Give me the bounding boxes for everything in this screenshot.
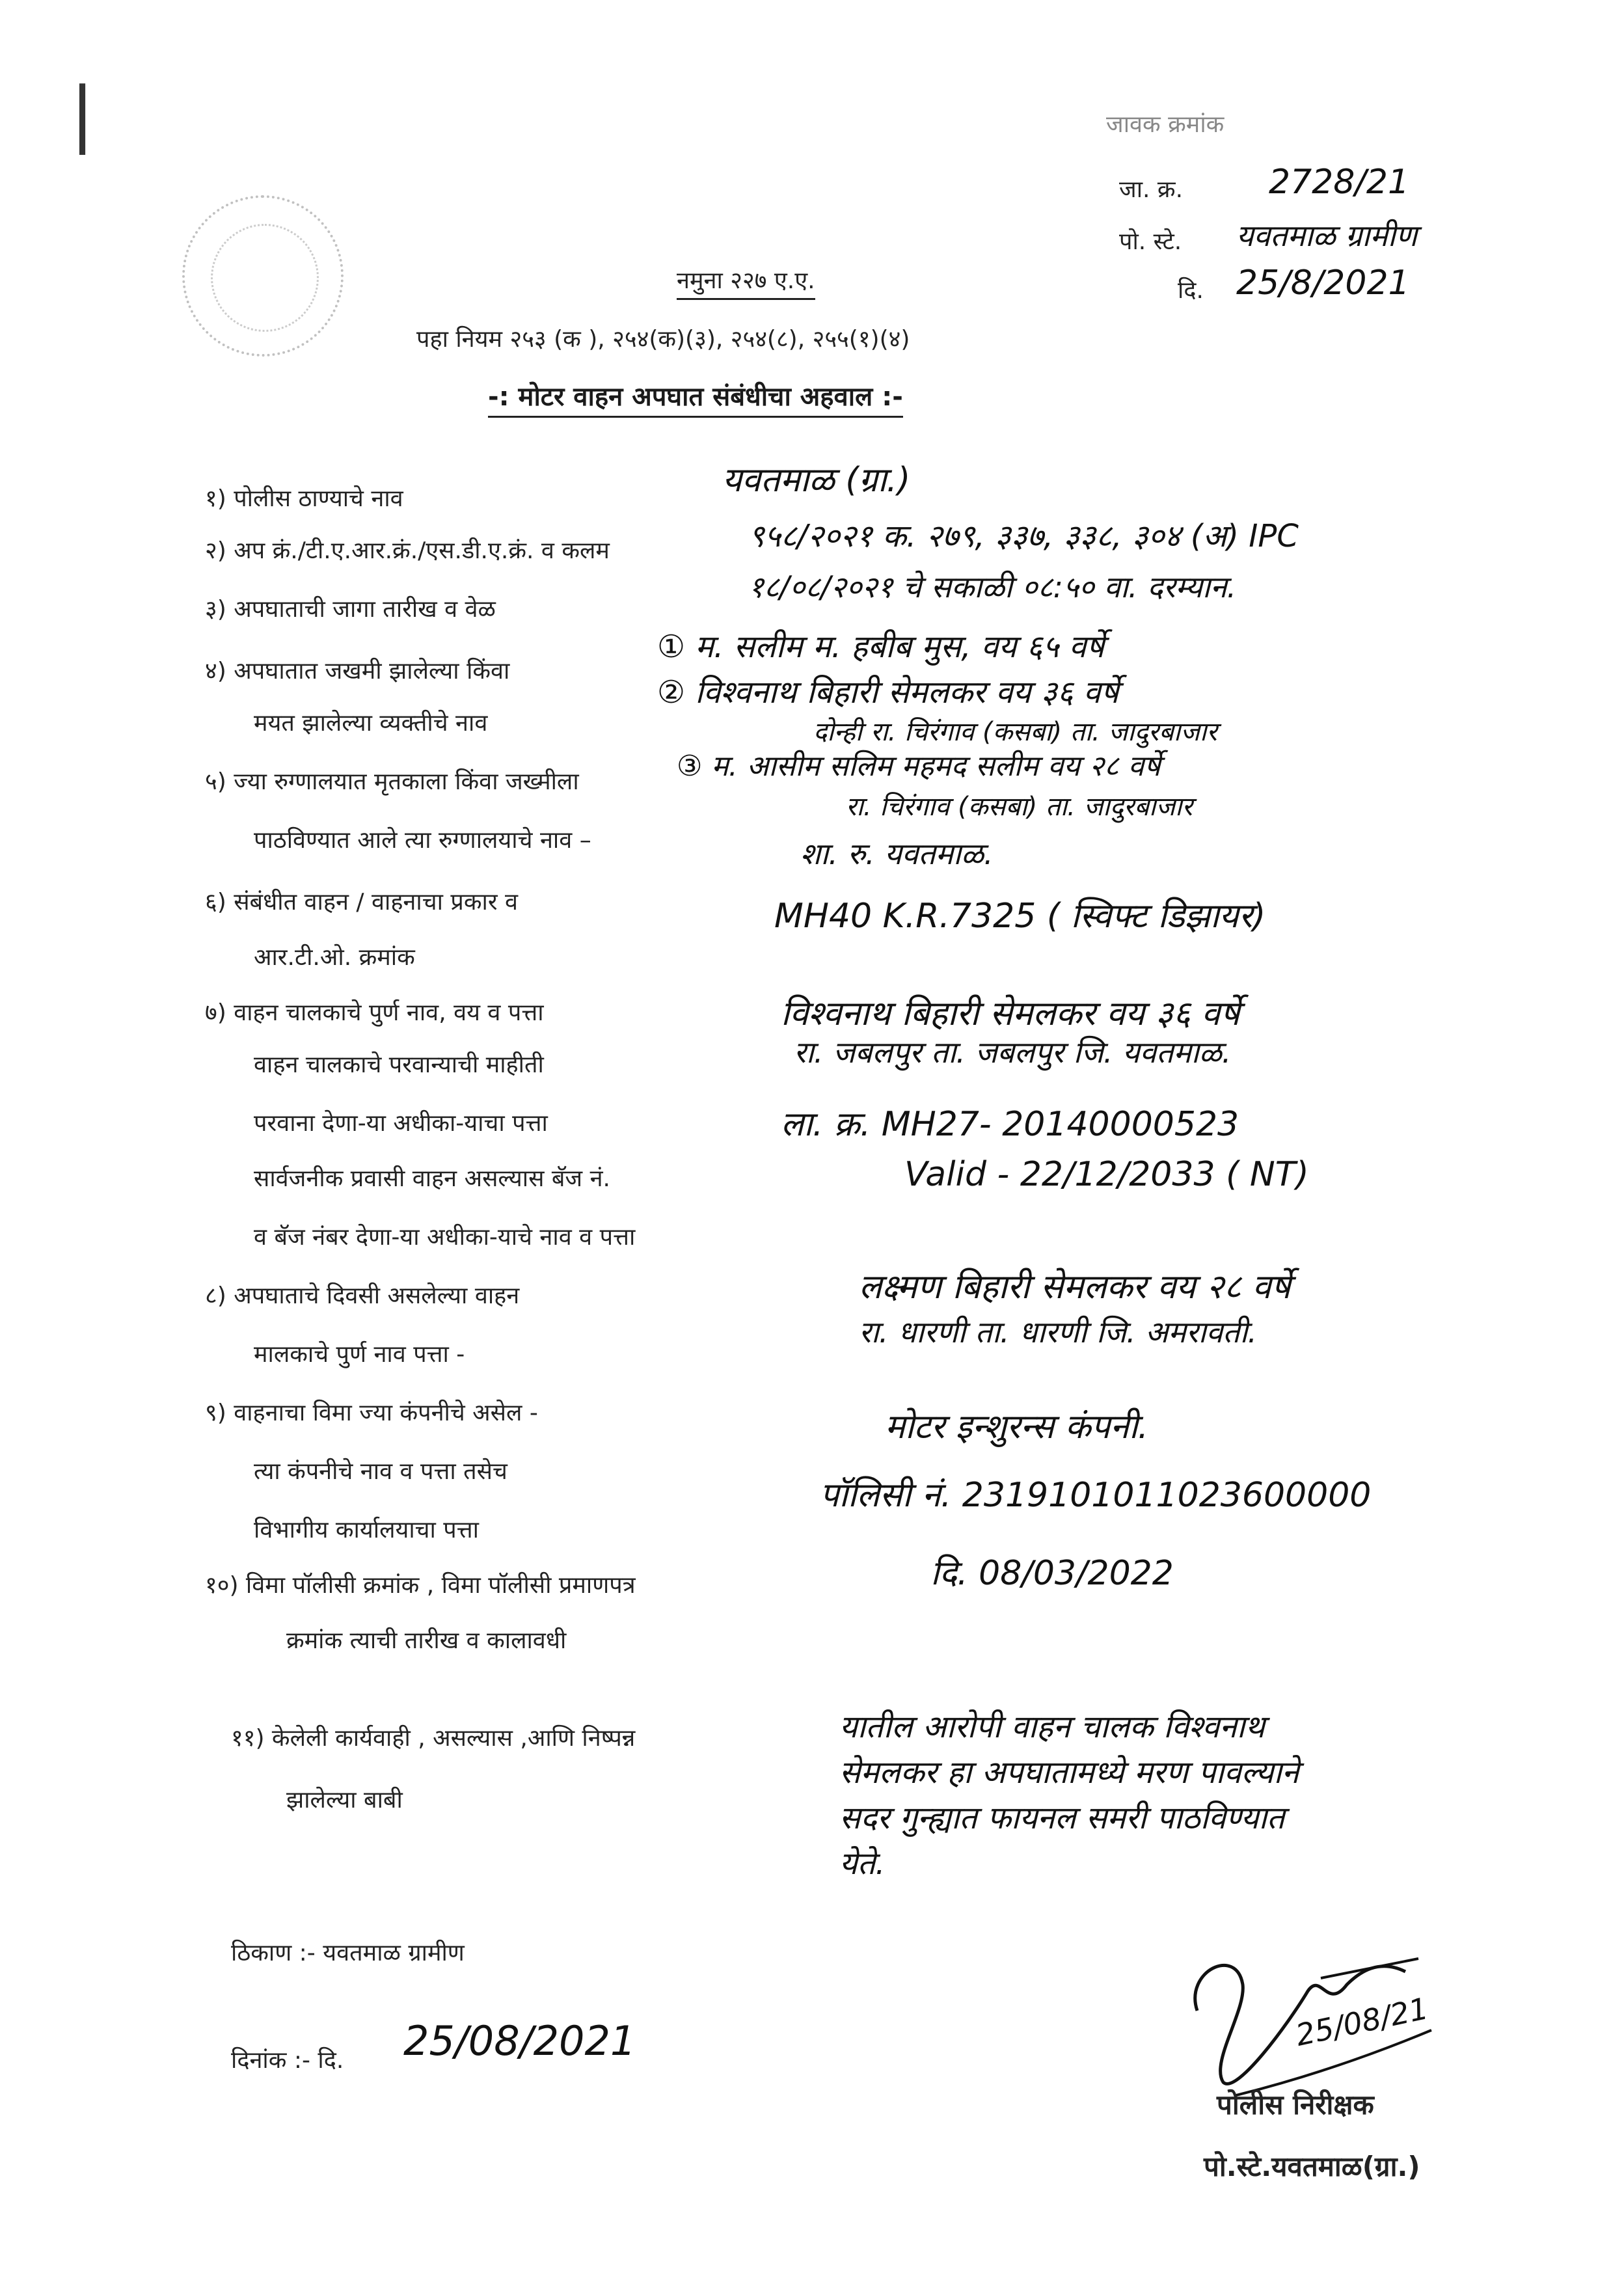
stamp-date-value: 25/8/2021 <box>1236 264 1410 303</box>
answer-5: शा. रु. यवतमाळ. <box>800 836 994 871</box>
answer-7b: रा. जबलपुर ता. जबलपुर जि. यवतमाळ. <box>794 1035 1232 1070</box>
field-4a: ४) अपघातात जखमी झालेल्या किंवा <box>205 658 510 685</box>
field-4b: मयत झालेल्या व्यक्तीचे नाव <box>254 710 488 737</box>
office-seal <box>182 195 344 357</box>
field-7d: सार्वजनीक प्रवासी वाहन असल्यास बॅज नं. <box>254 1165 611 1192</box>
field-9c: विभागीय कार्यालयाचा पत्ता <box>254 1517 479 1543</box>
answer-4c: दोन्ही रा. चिरंगाव (कसबा) ता. जादुरबाजार <box>813 717 1217 747</box>
answer-7c: ला. क्र. MH27- 20140000523 <box>781 1105 1239 1144</box>
answer-7a: विश्वनाथ बिहारी सेमलकर वय ३६ वर्षे <box>781 994 1240 1033</box>
answer-4d: ③ म. आसीम सलिम महमद सलीम वय २८ वर्षे <box>677 750 1161 783</box>
field-1: १) पोलीस ठाण्याचे नाव <box>205 485 403 512</box>
stamp-station-value: यवतमाळ ग्रामीण <box>1236 218 1418 253</box>
form-title: -: मोटर वाहन अपघात संबंधीचा अहवाल :- <box>488 377 903 418</box>
field-9a: ९) वाहनाचा विमा ज्या कंपनीचे असेल - <box>205 1400 538 1426</box>
field-3: ३) अपघाताची जागा तारीख व वेळ <box>205 596 496 623</box>
field-5b: पाठविण्यात आले त्या रुग्णालयाचे नाव – <box>254 827 591 854</box>
answer-10a: पॉलिसी नं. 2319101011023600000 <box>820 1476 1372 1515</box>
signature-date: 25/08/21 <box>1292 1990 1431 2053</box>
field-2: २) अप क्रं./टी.ए.आर.क्रं./एस.डी.ए.क्रं. व कलम <box>205 537 610 564</box>
answer-11d: येते. <box>839 1845 886 1882</box>
answer-11a: यातील आरोपी वाहन चालक विश्वनाथ <box>839 1709 1265 1745</box>
answer-11b: सेमलकर हा अपघातामध्ये मरण पावल्याने <box>839 1754 1299 1791</box>
answer-1: यवतमाळ (ग्रा.) <box>722 461 911 500</box>
place-line: ठिकाण :- यवतमाळ ग्रामीण <box>231 1940 465 1966</box>
field-6a: ६) संबंधीत वाहन / वाहनाचा प्रकार व <box>205 889 519 916</box>
field-7c: परवाना देणा-या अधीका-याचा पत्ता <box>254 1110 548 1137</box>
answer-8b: रा. धारणी ता. धारणी जि. अमरावती. <box>859 1314 1257 1350</box>
form-number: नमुना २२७ ए.ए. <box>677 264 815 300</box>
field-8b: मालकाचे पुर्ण नाव पत्ता - <box>254 1341 465 1368</box>
field-9b: त्या कंपनीचे नाव व पत्ता तसेच <box>254 1458 508 1485</box>
date-value: 25/08/2021 <box>403 2017 636 2065</box>
answer-4a: ① म. सलीम म. हबीब मुस, वय ६५ वर्षे <box>657 629 1105 665</box>
answer-10b: दि. 08/03/2022 <box>930 1554 1174 1593</box>
answer-4e: रा. चिरंगाव (कसबा) ता. जादुरबाजार <box>846 792 1193 822</box>
date-label: दिनांक :- दि. <box>231 2047 344 2074</box>
stamp-header: जावक क्रमांक <box>1106 111 1225 138</box>
margin-mark: | <box>70 72 95 155</box>
stamp-jk-label: जा. क्र. <box>1119 176 1184 203</box>
field-7b: वाहन चालकाचे परवान्याची माहीती <box>254 1052 544 1078</box>
officer-title: पोलीस निरीक्षक <box>1217 2089 1374 2121</box>
answer-4b: ② विश्वनाथ बिहारी सेमलकर वय ३६ वर्षे <box>657 674 1119 711</box>
officer-office: पो.स्टे.यवतमाळ(ग्रा.) <box>1204 2151 1420 2182</box>
field-5a: ५) ज्या रुग्णालयात मृतकाला किंवा जख्मीला <box>205 768 579 795</box>
stamp-date-label: दि. <box>1178 277 1204 304</box>
field-7a: ७) वाहन चालकाचे पुर्ण नाव, वय व पत्ता <box>205 999 544 1026</box>
answer-8a: लक्ष्मण बिहारी सेमलकर वय २८ वर्षे <box>859 1268 1291 1307</box>
field-6b: आर.टी.ओ. क्रमांक <box>254 944 415 971</box>
answer-3: १८/०८/२०२१ चे सकाळी ०८:५० वा. दरम्यान. <box>748 569 1237 604</box>
field-10a: १०) विमा पॉलीसी क्रमांक , विमा पॉलीसी प्रमाणपत्र <box>205 1572 636 1599</box>
answer-2: ९५८/२०२१ क. २७९, ३३७, ३३८, ३०४ (अ) IPC <box>748 518 1299 554</box>
answer-6: MH40 K.R.7325 ( स्विफ्ट डिझायर) <box>774 897 1266 936</box>
field-11a: ११) केलेली कार्यवाही , असल्यास ,आणि निष्पन्न <box>231 1725 636 1752</box>
field-10b: क्रमांक त्याची तारीख व कालावधी <box>286 1627 567 1654</box>
answer-11c: सदर गुन्ह्यात फायनल समरी पाठविण्यात <box>839 1800 1285 1836</box>
stamp-jk-value: 2728/21 <box>1269 163 1410 202</box>
stamp-station-label: पो. स्टे. <box>1119 228 1182 255</box>
answer-7d: Valid - 22/12/2033 ( NT) <box>904 1155 1309 1194</box>
field-8a: ८) अपघाताचे दिवसी असलेल्या वाहन <box>205 1283 520 1309</box>
answer-9: मोटर इन्शुरन्स कंपनी. <box>885 1407 1149 1447</box>
field-11b: झालेल्या बाबी <box>286 1787 403 1813</box>
form-rules: पहा नियम २५३ (क ), २५४(क)(३), २५४(८), २५५(१)(४) <box>416 326 910 353</box>
field-7e: व बॅज नंबर देणा-या अधीका-याचे नाव व पत्ता <box>254 1224 636 1251</box>
